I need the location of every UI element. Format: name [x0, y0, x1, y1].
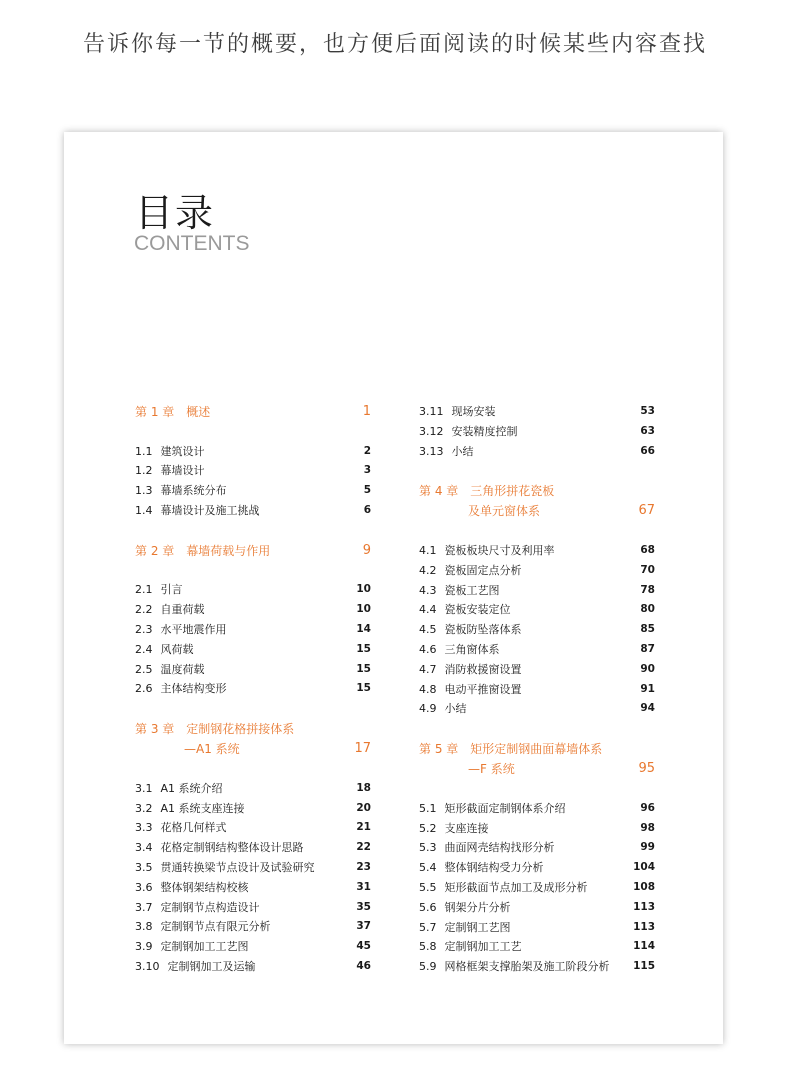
section-title: 现场安装 [451, 405, 496, 418]
section-title: 主体结构变形 [160, 682, 227, 696]
section-number: 4.5 [419, 623, 437, 637]
section-number: 3.9 [135, 940, 153, 954]
section-page-number: 31 [356, 880, 371, 893]
section-number: 1.4 [135, 503, 153, 517]
section-page-number: 45 [356, 940, 371, 953]
chapter-page-number: 95 [638, 761, 655, 777]
section-number: 4.3 [419, 583, 437, 597]
toc-entry [135, 799, 371, 819]
section-page-number: 90 [640, 662, 655, 675]
section-title: 幕墙设计及施工挑战 [160, 503, 260, 517]
toc-entry [419, 422, 655, 442]
section-number: 3.7 [135, 900, 153, 914]
section-page-number: 18 [356, 781, 371, 794]
toc-entry [135, 838, 371, 858]
toc-chapter-heading [135, 719, 371, 759]
section-title: 定制钢加工工艺图 [160, 940, 249, 954]
section-number: 3.8 [135, 920, 153, 934]
toc-entry [135, 878, 371, 898]
page-caption: 告诉你每一节的概要，也方便后面阅读的时候某些内容查找 [82, 32, 707, 57]
section-title: 定制钢加工及运输 [167, 959, 256, 973]
toc-entry [419, 937, 655, 957]
toc-entry [419, 581, 655, 601]
toc-entry [135, 917, 371, 937]
section-title: 定制钢工艺图 [444, 920, 511, 934]
toc-chapter-heading [419, 739, 655, 779]
chapter-page-number: 67 [638, 503, 655, 519]
section-page-number: 114 [633, 940, 655, 953]
section-title: 钢架分片分析 [444, 900, 511, 914]
section-page-number: 108 [633, 880, 655, 893]
section-number: 2.5 [135, 662, 153, 676]
section-title: 温度荷载 [160, 662, 205, 676]
section-page-number: 66 [640, 444, 655, 457]
section-page-number: 15 [356, 662, 371, 675]
toc-entry [419, 699, 655, 719]
toc-entry [135, 600, 371, 620]
section-number: 4.8 [419, 682, 437, 696]
toc-entry [419, 799, 655, 819]
toc-entry [419, 600, 655, 620]
section-number: 3.10 [135, 959, 160, 973]
section-title: 网格框架支撑胎架及施工阶段分析 [444, 960, 610, 974]
section-title: 自重荷载 [160, 603, 205, 617]
section-title: 定制钢节点构造设计 [160, 900, 260, 914]
section-page-number: 10 [356, 603, 371, 616]
section-title: 支座连接 [444, 821, 489, 835]
section-title: 花格定制钢结构整体设计思路 [160, 841, 304, 855]
toc-entry [135, 501, 371, 521]
chapter-title: 第 2 章 幕墙荷载与作用 [135, 543, 271, 558]
toc-entry [419, 541, 655, 561]
toc-chapter-heading [419, 481, 655, 521]
section-number: 5.6 [419, 900, 437, 914]
toc-entry [135, 937, 371, 957]
section-title: 瓷板安装定位 [444, 603, 511, 617]
section-title: 贯通转换梁节点设计及试验研究 [160, 860, 315, 874]
section-page-number: 96 [640, 801, 655, 814]
section-number: 3.13 [419, 444, 444, 458]
section-title: A1 系统支座连接 [160, 801, 245, 815]
toc-entry [135, 898, 371, 918]
section-page-number: 104 [633, 861, 655, 874]
section-number: 2.1 [135, 583, 153, 597]
section-number: 3.6 [135, 880, 153, 894]
section-number: 3.12 [419, 424, 444, 438]
toc-column-left [135, 402, 371, 977]
section-page-number: 91 [640, 682, 655, 695]
section-page-number: 23 [356, 860, 371, 873]
section-title: 整体钢结构受力分析 [444, 861, 544, 875]
section-page-number: 78 [640, 583, 655, 596]
section-number: 2.4 [135, 642, 153, 656]
chapter-title: 第 4 章 三角形拼花瓷板 [419, 484, 555, 499]
toc-entry [419, 561, 655, 581]
section-page-number: 15 [356, 642, 371, 655]
section-number: 3.11 [419, 405, 444, 418]
section-page-number: 113 [633, 900, 655, 913]
section-page-number: 94 [640, 702, 655, 715]
section-title: 小结 [451, 444, 474, 458]
chapter-title: 第 5 章 矩形定制钢曲面幕墙体系 [419, 742, 603, 757]
toc-entry [135, 818, 371, 838]
chapter-title: 第 1 章 概述 [135, 405, 211, 419]
section-number: 5.8 [419, 940, 437, 954]
section-number: 5.3 [419, 841, 437, 855]
section-page-number: 99 [640, 841, 655, 854]
section-page-number: 22 [356, 841, 371, 854]
chapter-page-number: 9 [362, 542, 371, 558]
section-page-number: 2 [363, 444, 371, 457]
chapter-title-continued: —A1 系统 [184, 742, 240, 757]
section-number: 3.4 [135, 841, 153, 855]
section-number: 5.7 [419, 920, 437, 934]
section-page-number: 115 [633, 960, 655, 973]
toc-subtitle: CONTENTS [134, 232, 250, 255]
toc-entry [135, 580, 371, 600]
toc-entry [419, 918, 655, 938]
section-number: 4.4 [419, 603, 437, 617]
toc-entry [419, 402, 655, 422]
section-page-number: 35 [356, 900, 371, 913]
toc-column-right [419, 402, 655, 977]
section-number: 4.2 [419, 563, 437, 577]
section-title: 花格几何样式 [160, 821, 227, 835]
section-title: 建筑设计 [160, 444, 205, 458]
section-title: 瓷板板块尺寸及利用率 [444, 543, 555, 557]
section-number: 4.6 [419, 642, 437, 656]
section-page-number: 98 [640, 821, 655, 834]
section-page-number: 15 [356, 682, 371, 695]
section-page-number: 5 [363, 484, 371, 497]
toc-entry [419, 957, 655, 977]
toc-chapter-heading [135, 402, 371, 422]
toc-entry [135, 481, 371, 501]
section-title: 电动平推窗设置 [444, 682, 522, 696]
section-title: 幕墙设计 [160, 464, 205, 478]
section-page-number: 80 [640, 603, 655, 616]
chapter-page-number: 1 [362, 404, 371, 419]
section-title: 瓷板固定点分析 [444, 563, 522, 577]
section-number: 5.9 [419, 960, 437, 974]
section-number: 4.1 [419, 543, 437, 557]
toc-entry [135, 620, 371, 640]
section-page-number: 63 [640, 424, 655, 437]
section-title: 定制钢加工工艺 [444, 940, 522, 954]
section-number: 1.1 [135, 444, 153, 458]
toc-entry [419, 878, 655, 898]
section-page-number: 6 [363, 503, 371, 516]
toc-entry [135, 957, 371, 977]
section-number: 2.2 [135, 603, 153, 617]
section-title: 风荷载 [160, 642, 194, 656]
toc-entry [419, 442, 655, 462]
chapter-title-continued: 及单元窗体系 [468, 504, 541, 519]
toc-entry [135, 858, 371, 878]
section-number: 1.2 [135, 464, 153, 478]
toc-page [64, 132, 723, 1044]
section-title: A1 系统介绍 [160, 781, 223, 795]
section-page-number: 46 [356, 959, 371, 972]
section-page-number: 87 [640, 642, 655, 655]
toc-entry [135, 442, 371, 462]
section-title: 三角窗体系 [444, 642, 500, 656]
toc-entry [135, 640, 371, 660]
section-number: 3.1 [135, 781, 153, 795]
section-page-number: 53 [640, 405, 655, 417]
toc-entry [419, 660, 655, 680]
section-number: 3.5 [135, 860, 153, 874]
section-title: 引言 [160, 583, 183, 597]
section-number: 5.2 [419, 821, 437, 835]
section-title: 水平地震作用 [160, 622, 227, 636]
section-title: 幕墙系统分布 [160, 484, 227, 498]
section-number: 5.4 [419, 861, 437, 875]
toc-entry [419, 620, 655, 640]
section-title: 矩形截面节点加工及成形分析 [444, 880, 588, 894]
section-number: 2.6 [135, 682, 153, 696]
section-number: 2.3 [135, 622, 153, 636]
section-number: 3.3 [135, 821, 153, 835]
section-title: 瓷板防坠落体系 [444, 623, 522, 637]
section-title: 曲面网壳结构找形分析 [444, 841, 555, 855]
section-page-number: 85 [640, 623, 655, 636]
toc-entry [135, 660, 371, 680]
section-page-number: 20 [356, 801, 371, 814]
toc-entry [419, 838, 655, 858]
section-title: 矩形截面定制钢体系介绍 [444, 801, 566, 815]
section-title: 整体钢架结构校核 [160, 880, 249, 894]
toc-title: 目录 [135, 191, 216, 235]
toc-entry [135, 779, 371, 799]
section-number: 4.9 [419, 702, 437, 716]
section-number: 5.5 [419, 880, 437, 894]
section-title: 定制钢节点有限元分析 [160, 920, 271, 934]
section-title: 瓷板工艺图 [444, 583, 500, 597]
section-title: 安装精度控制 [451, 424, 518, 438]
toc-entry [419, 819, 655, 839]
section-number: 1.3 [135, 484, 153, 498]
toc-entry [419, 898, 655, 918]
section-page-number: 70 [640, 563, 655, 576]
toc-entry [135, 679, 371, 699]
section-page-number: 3 [363, 464, 371, 477]
toc-entry [419, 680, 655, 700]
section-number: 3.2 [135, 801, 153, 815]
section-page-number: 10 [356, 583, 371, 596]
section-title: 小结 [444, 702, 467, 716]
section-title: 消防救援窗设置 [444, 662, 522, 676]
toc-entry [419, 858, 655, 878]
chapter-page-number: 17 [354, 741, 371, 757]
section-page-number: 14 [356, 622, 371, 635]
section-number: 5.1 [419, 801, 437, 815]
chapter-title: 第 3 章 定制钢花格拼接体系 [135, 722, 295, 737]
section-number: 4.7 [419, 662, 437, 676]
chapter-title-continued: —F 系统 [468, 762, 515, 777]
section-page-number: 21 [356, 821, 371, 834]
toc-chapter-heading [135, 541, 371, 561]
section-page-number: 113 [633, 920, 655, 933]
toc-entry [135, 461, 371, 481]
toc-entry [419, 640, 655, 660]
section-page-number: 68 [640, 543, 655, 556]
section-page-number: 37 [356, 920, 371, 933]
